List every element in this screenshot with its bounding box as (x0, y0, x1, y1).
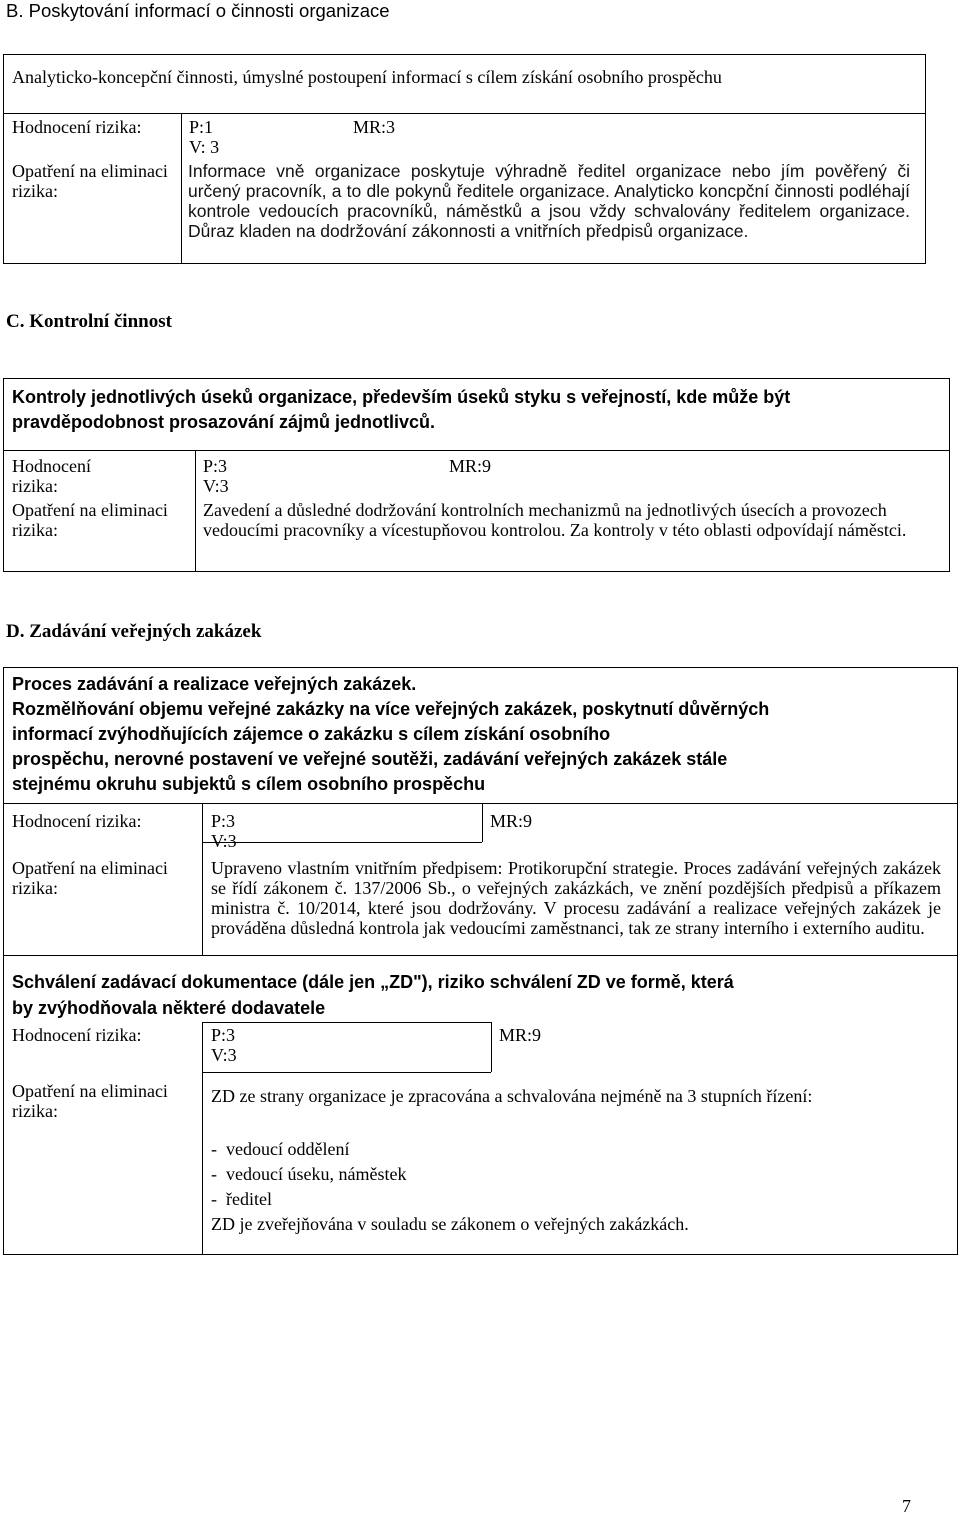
risk-score: MR:9 (490, 811, 533, 831)
measure-label: Opatření na eliminaci rizika: (12, 161, 168, 201)
measure-outro: ZD je zveřejňována v souladu se zákonem o veřejných zakázkách. (211, 1214, 689, 1234)
section-d-title2-line-1: Schválení zadávací dokumentace (dále jen „ZD"), riziko schválení ZD ve formě, která (12, 972, 734, 992)
probability-value: P:3 (211, 1025, 236, 1045)
measure-text: Zavedení a důsledné dodržování kontrolních mechanizmů na jednotlivých úsecích a provozech vedoucími pracovníky a vícestupňovou kontrolou. Za kontroly v této oblasti odpovídají náměstci. (203, 500, 907, 540)
section-b-title: Analyticko-koncepční činnosti, úmyslné postoupení informací s cílem získání osobního prospěchu (12, 67, 722, 87)
impact-value: V: 3 (189, 137, 220, 157)
risk-rating-label: Hodnocení rizika: (12, 811, 142, 831)
probability-value: P:3 (211, 811, 236, 831)
measure-intro: ZD ze strany organizace je zpracována a schvalována nejméně na 3 stupních řízení: (211, 1086, 813, 1106)
section-d-table (3, 667, 958, 1255)
section-d-heading: D. Zadávání veřejných zakázek (6, 621, 262, 642)
section-c-heading: C. Kontrolní činnost (6, 311, 172, 332)
impact-value: V:3 (211, 831, 237, 851)
list-item: - vedoucí oddělení (211, 1139, 350, 1159)
section-d-title-line-3: informací zvýhodňujících zájemce o zakázku s cílem získání osobního (12, 724, 611, 744)
section-c-title: Kontroly jednotlivých úseků organizace, především úseků styku s veřejností, kde může být pravděpodobnost prosazování zájmů jednotlivců. (12, 387, 791, 432)
section-d-title2-line-2: by zvýhodňovala některé dodavatele (12, 998, 326, 1018)
section-d-title-line-4: prospěchu, nerovné postavení ve veřejné soutěži, zadávání veřejných zakázek stále (12, 749, 728, 769)
risk-rating-label: Hodnocení rizika: (12, 1025, 142, 1045)
section-d-title-line-2: Rozmělňování objemu veřejné zakázky na více veřejných zakázek, poskytnutí důvěrných (12, 699, 770, 719)
measure-label: Opatření na eliminaci rizika: (12, 500, 168, 540)
risk-rating-label: Hodnocení rizika: (12, 456, 91, 496)
measure-label: Opatření na eliminaci rizika: (12, 858, 168, 898)
section-b-table (3, 54, 926, 264)
list-item: - vedoucí úseku, náměstek (211, 1164, 407, 1184)
probability-value: P:3 (203, 456, 228, 476)
risk-score: MR:9 (499, 1025, 542, 1045)
measure-text: Informace vně organizace poskytuje výhradně ředitel organizace nebo jím pověřený či určený pracovník, a to dle pokynů ředitele organizace. Analyticko koncpční činnosti podléhají kontrole vedoucích pracovníků, náměstků a jsou vždy schvalovány ředitelem organizace. Důraz kladen na dodržování zákonnosti a vnitřních předpisů organizace. (188, 161, 910, 241)
impact-value: V:3 (203, 476, 229, 496)
page-number: 7 (902, 1496, 911, 1516)
measure-label: Opatření na eliminaci rizika: (12, 1081, 168, 1121)
probability-value: P:1 (189, 117, 214, 137)
section-d-title-line-5: stejnému okruhu subjektů s cílem osobního prospěchu (12, 774, 486, 794)
list-item: - ředitel (211, 1189, 272, 1209)
risk-score: MR:3 (353, 117, 396, 137)
risk-score: MR:9 (449, 456, 492, 476)
measure-text: Upraveno vlastním vnitřním předpisem: Protikorupční strategie. Proces zadávání veřejných zakázek se řídí zákonem č. 137/2006 Sb., o veřejných zakázkách, ve znění pozdějších předpisů a příkazem ministra č. 10/2014, které jsou dodržovány. V procesu zadávání a realizace veřejných zakázek je prováděna důsledná kontrola jak vedoucími zaměstnanci, tak ze strany interního i externího auditu. (211, 858, 941, 938)
section-d-title-line-1: Proces zadávání a realizace veřejných zakázek. (12, 674, 417, 694)
section-c-table (3, 378, 950, 572)
risk-rating-label: Hodnocení rizika: (12, 117, 142, 137)
section-b-heading: B. Poskytování informací o činnosti organizace (6, 0, 390, 21)
impact-value: V:3 (211, 1045, 237, 1065)
